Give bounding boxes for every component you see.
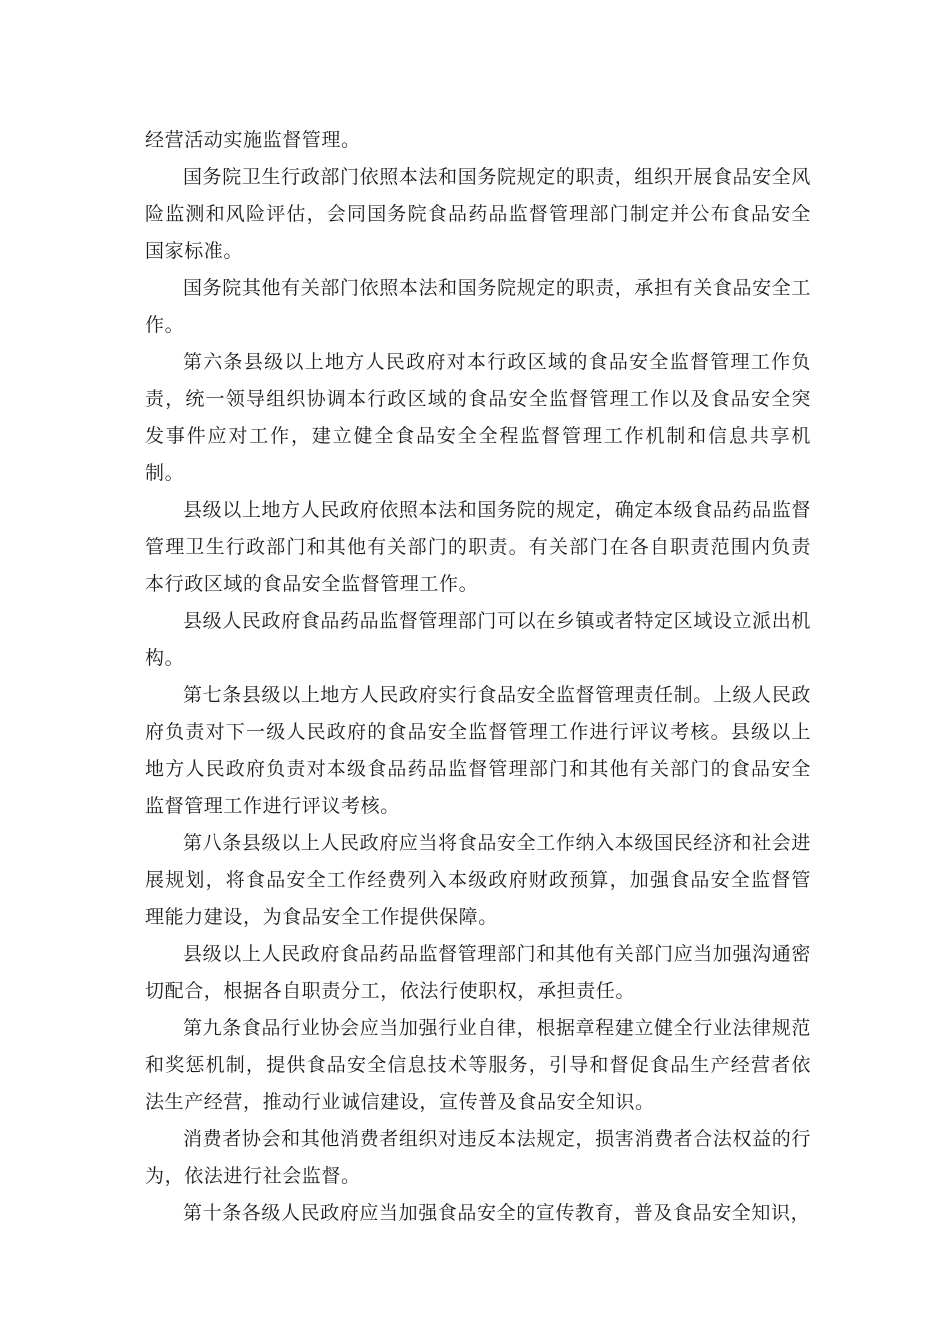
article-9-paragraph: 第九条食品行业协会应当加强行业自律，根据章程建立健全行业法律规范和奖惩机制，提供食品安全信息技术等服务，引导和督促食品生产经营者依法生产经营，推动行业诚信建设，宣传普及食品安全知识。	[145, 1017, 811, 1113]
paragraph: 国务院其他有关部门依照本法和国务院规定的职责，承担有关食品安全工作。	[145, 277, 811, 336]
paragraph-continuation: 经营活动实施监督管理。	[145, 129, 361, 151]
article-8-paragraph: 第八条县级以上人民政府应当将食品安全工作纳入本级国民经济和社会进展规划，将食品安全工作经费列入本级政府财政预算，加强食品安全监督管理能力建设，为食品安全工作提供保障。	[145, 832, 811, 928]
paragraph: 县级以上地方人民政府依照本法和国务院的规定，确定本级食品药品监督管理卫生行政部门和其他有关部门的职责。有关部门在各自职责范围内负责本行政区域的食品安全监督管理工作。	[145, 499, 811, 595]
article-10-paragraph: 第十条各级人民政府应当加强食品安全的宣传教育，普及食品安全知识，	[183, 1202, 811, 1224]
article-7-paragraph: 第七条县级以上地方人民政府实行食品安全监督管理责任制。上级人民政府负责对下一级人民政府的食品安全监督管理工作进行评议考核。县级以上地方人民政府负责对本级食品药品监督管理部门和其他有关部门的食品安全监督管理工作进行评议考核。	[145, 684, 811, 817]
paragraph: 消费者协会和其他消费者组织对违反本法规定，损害消费者合法权益的行为，依法进行社会监督。	[145, 1128, 811, 1187]
paragraph: 国务院卫生行政部门依照本法和国务院规定的职责，组织开展食品安全风险监测和风险评估，会同国务院食品药品监督管理部门制定并公布食品安全国家标准。	[145, 166, 811, 262]
paragraph: 县级人民政府食品药品监督管理部门可以在乡镇或者特定区域设立派出机构。	[145, 610, 811, 669]
paragraph: 县级以上人民政府食品药品监督管理部门和其他有关部门应当加强沟通密切配合，根据各自职责分工，依法行使职权，承担责任。	[145, 943, 811, 1002]
body-text	[145, 122, 811, 1232]
article-6-paragraph: 第六条县级以上地方人民政府对本行政区域的食品安全监督管理工作负责，统一领导组织协调本行政区域的食品安全监督管理工作以及食品安全突发事件应对工作，建立健全食品安全全程监督管理工作机制和信息共享机制。	[145, 351, 811, 484]
